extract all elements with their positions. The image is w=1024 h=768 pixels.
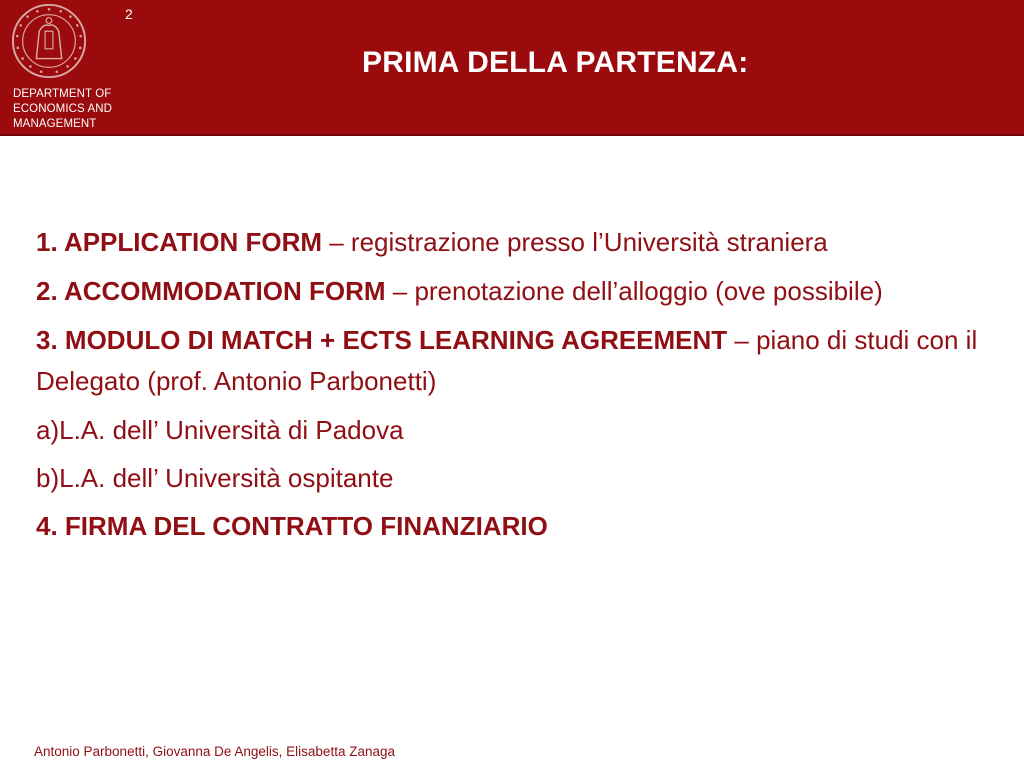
- list-item: [36, 271, 1011, 312]
- slide-header: [0, 0, 1024, 136]
- department-line: MANAGEMENT: [13, 118, 97, 130]
- list-item: [36, 506, 1011, 547]
- university-seal-icon: [10, 2, 88, 80]
- item-text: – prenotazione dell’alloggio (ove possibile): [385, 276, 883, 306]
- list-item: [36, 222, 1011, 263]
- slide-body: [36, 222, 1011, 555]
- item-heading: 3. MODULO DI MATCH + ECTS LEARNING AGREEMENT: [36, 325, 728, 355]
- slide-title: PRIMA DELLA PARTENZA:: [362, 46, 749, 79]
- department-line: DEPARTMENT OF: [13, 88, 112, 100]
- item-text: b)L.A. dell’ Università ospitante: [36, 463, 394, 493]
- item-heading: 1. APPLICATION FORM: [36, 227, 322, 257]
- list-item: [36, 410, 1011, 451]
- list-item: [36, 320, 1011, 402]
- item-text: a)L.A. dell’ Università di Padova: [36, 415, 404, 445]
- item-text: – registrazione presso l’Università straniera: [322, 227, 828, 257]
- item-text: – piano di studi con il Delegato (prof. Antonio Parbonetti): [36, 325, 978, 396]
- page-number: 2: [125, 6, 133, 22]
- footer-authors: Antonio Parbonetti, Giovanna De Angelis, Elisabetta Zanaga: [34, 744, 395, 759]
- list-item: [36, 458, 1011, 499]
- item-heading: 4. FIRMA DEL CONTRATTO FINANZIARIO: [36, 511, 548, 541]
- department-line: ECONOMICS AND: [13, 103, 113, 115]
- department-name: [13, 87, 112, 132]
- item-heading: 2. ACCOMMODATION FORM: [36, 276, 386, 306]
